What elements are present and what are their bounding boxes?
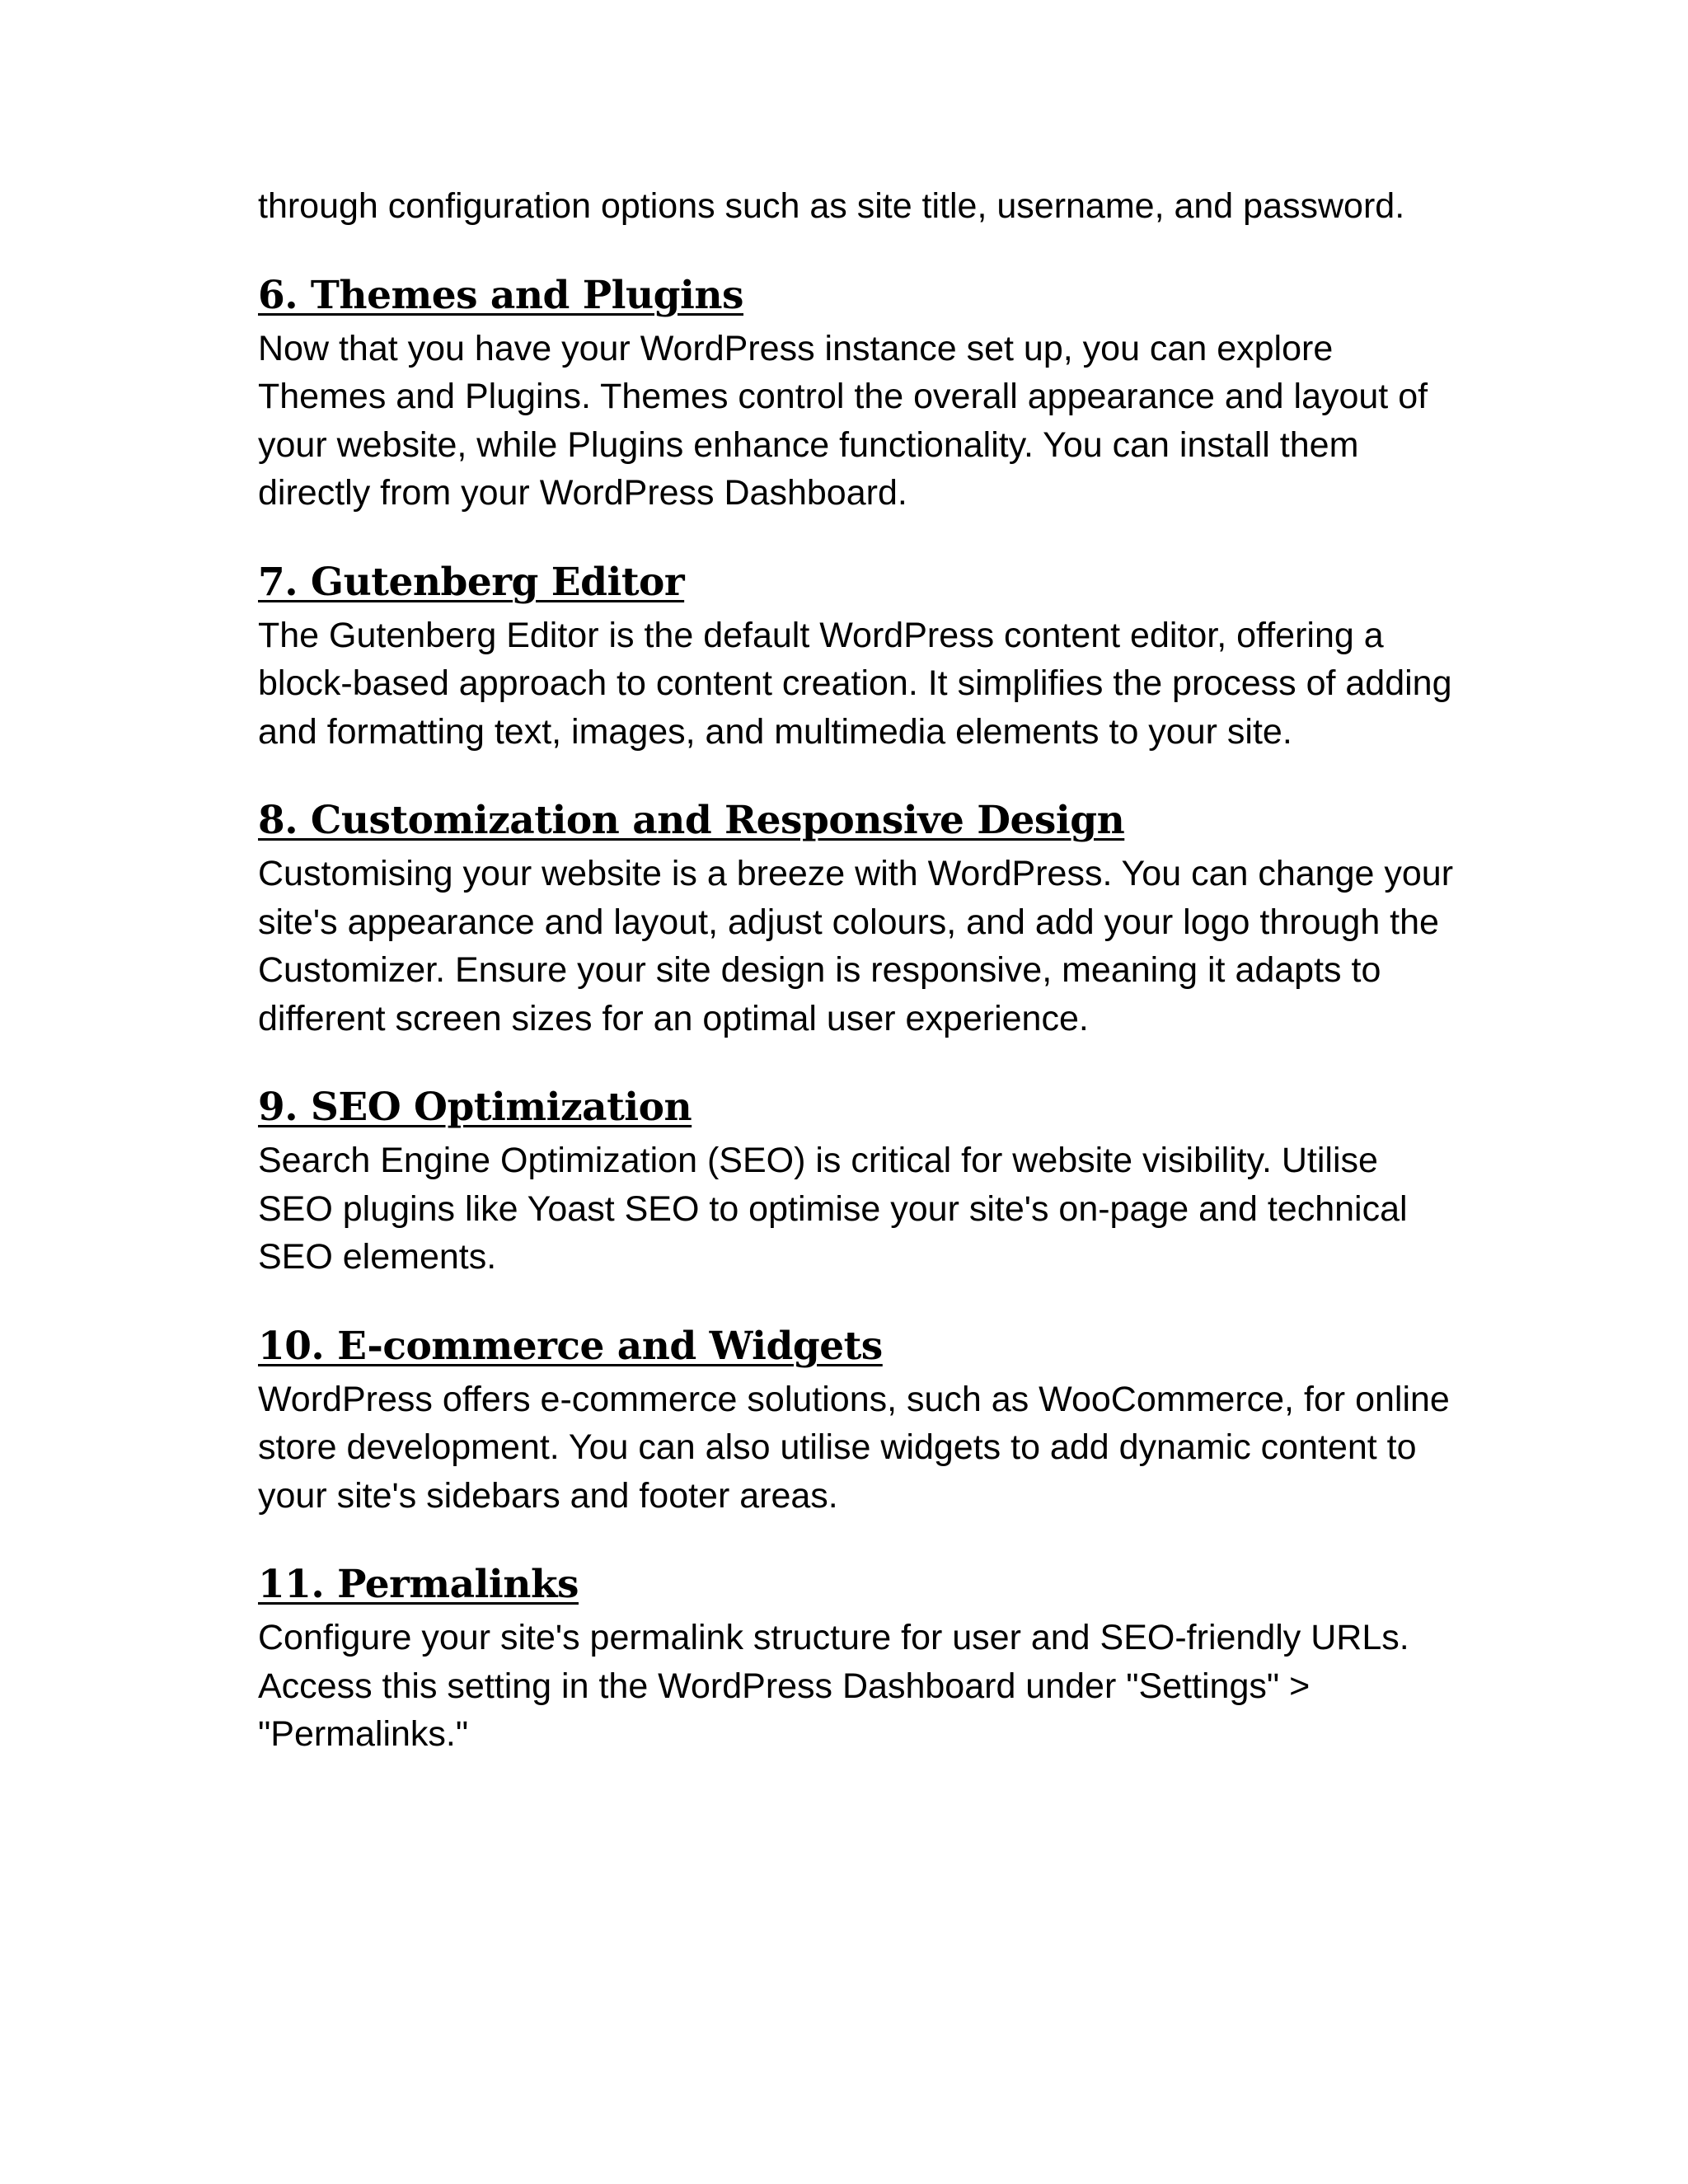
intro-paragraph: through configuration options such as site title, username, and password. <box>258 186 1405 226</box>
section-heading: 8. Customization and Responsive Design <box>258 798 1125 843</box>
section-heading: 6. Themes and Plugins <box>258 272 744 318</box>
section-heading: 10. E-commerce and Widgets <box>258 1323 883 1369</box>
section-ecommerce-widgets <box>258 1323 1461 1521</box>
document-content <box>258 182 1461 1759</box>
section-heading: 11. Permalinks <box>258 1562 579 1607</box>
section-body: Now that you have your WordPress instance set up, you can explore Themes and Plugins. Themes control the overall appearance and layout of your website, while Plugins enhance functionality. You can install them directly from your WordPress Dashboard. <box>258 328 1428 513</box>
section-heading: 7. Gutenberg Editor <box>258 559 685 605</box>
section-body: The Gutenberg Editor is the default WordPress content editor, offering a block-based approach to content creation. It simplifies the process of adding and formatting text, images, and multimedia elements to your site. <box>258 615 1452 752</box>
section-customization <box>258 797 1461 1043</box>
section-heading: 9. SEO Optimization <box>258 1085 692 1130</box>
section-seo-optimization <box>258 1084 1461 1282</box>
section-body: Configure your site's permalink structure for user and SEO-friendly URLs. Access this setting in the WordPress Dashboard under "Settings" > "Permalinks." <box>258 1618 1409 1754</box>
section-permalinks <box>258 1561 1461 1759</box>
section-gutenberg-editor <box>258 559 1461 757</box>
section-body: WordPress offers e-commerce solutions, such as WooCommerce, for online store development. You can also utilise widgets to add dynamic content to your site's sidebars and footer areas. <box>258 1379 1450 1516</box>
section-themes-plugins <box>258 272 1461 518</box>
section-body: Customising your website is a breeze with WordPress. You can change your site's appearance and layout, adjust colours, and add your logo through the Customizer. Ensure your site design is responsive, meaning it adapts to different screen sizes for an optimal user experience. <box>258 854 1454 1038</box>
section-body: Search Engine Optimization (SEO) is critical for website visibility. Utilise SEO plugins like Yoast SEO to optimise your site's on-page and technical SEO elements. <box>258 1141 1408 1277</box>
